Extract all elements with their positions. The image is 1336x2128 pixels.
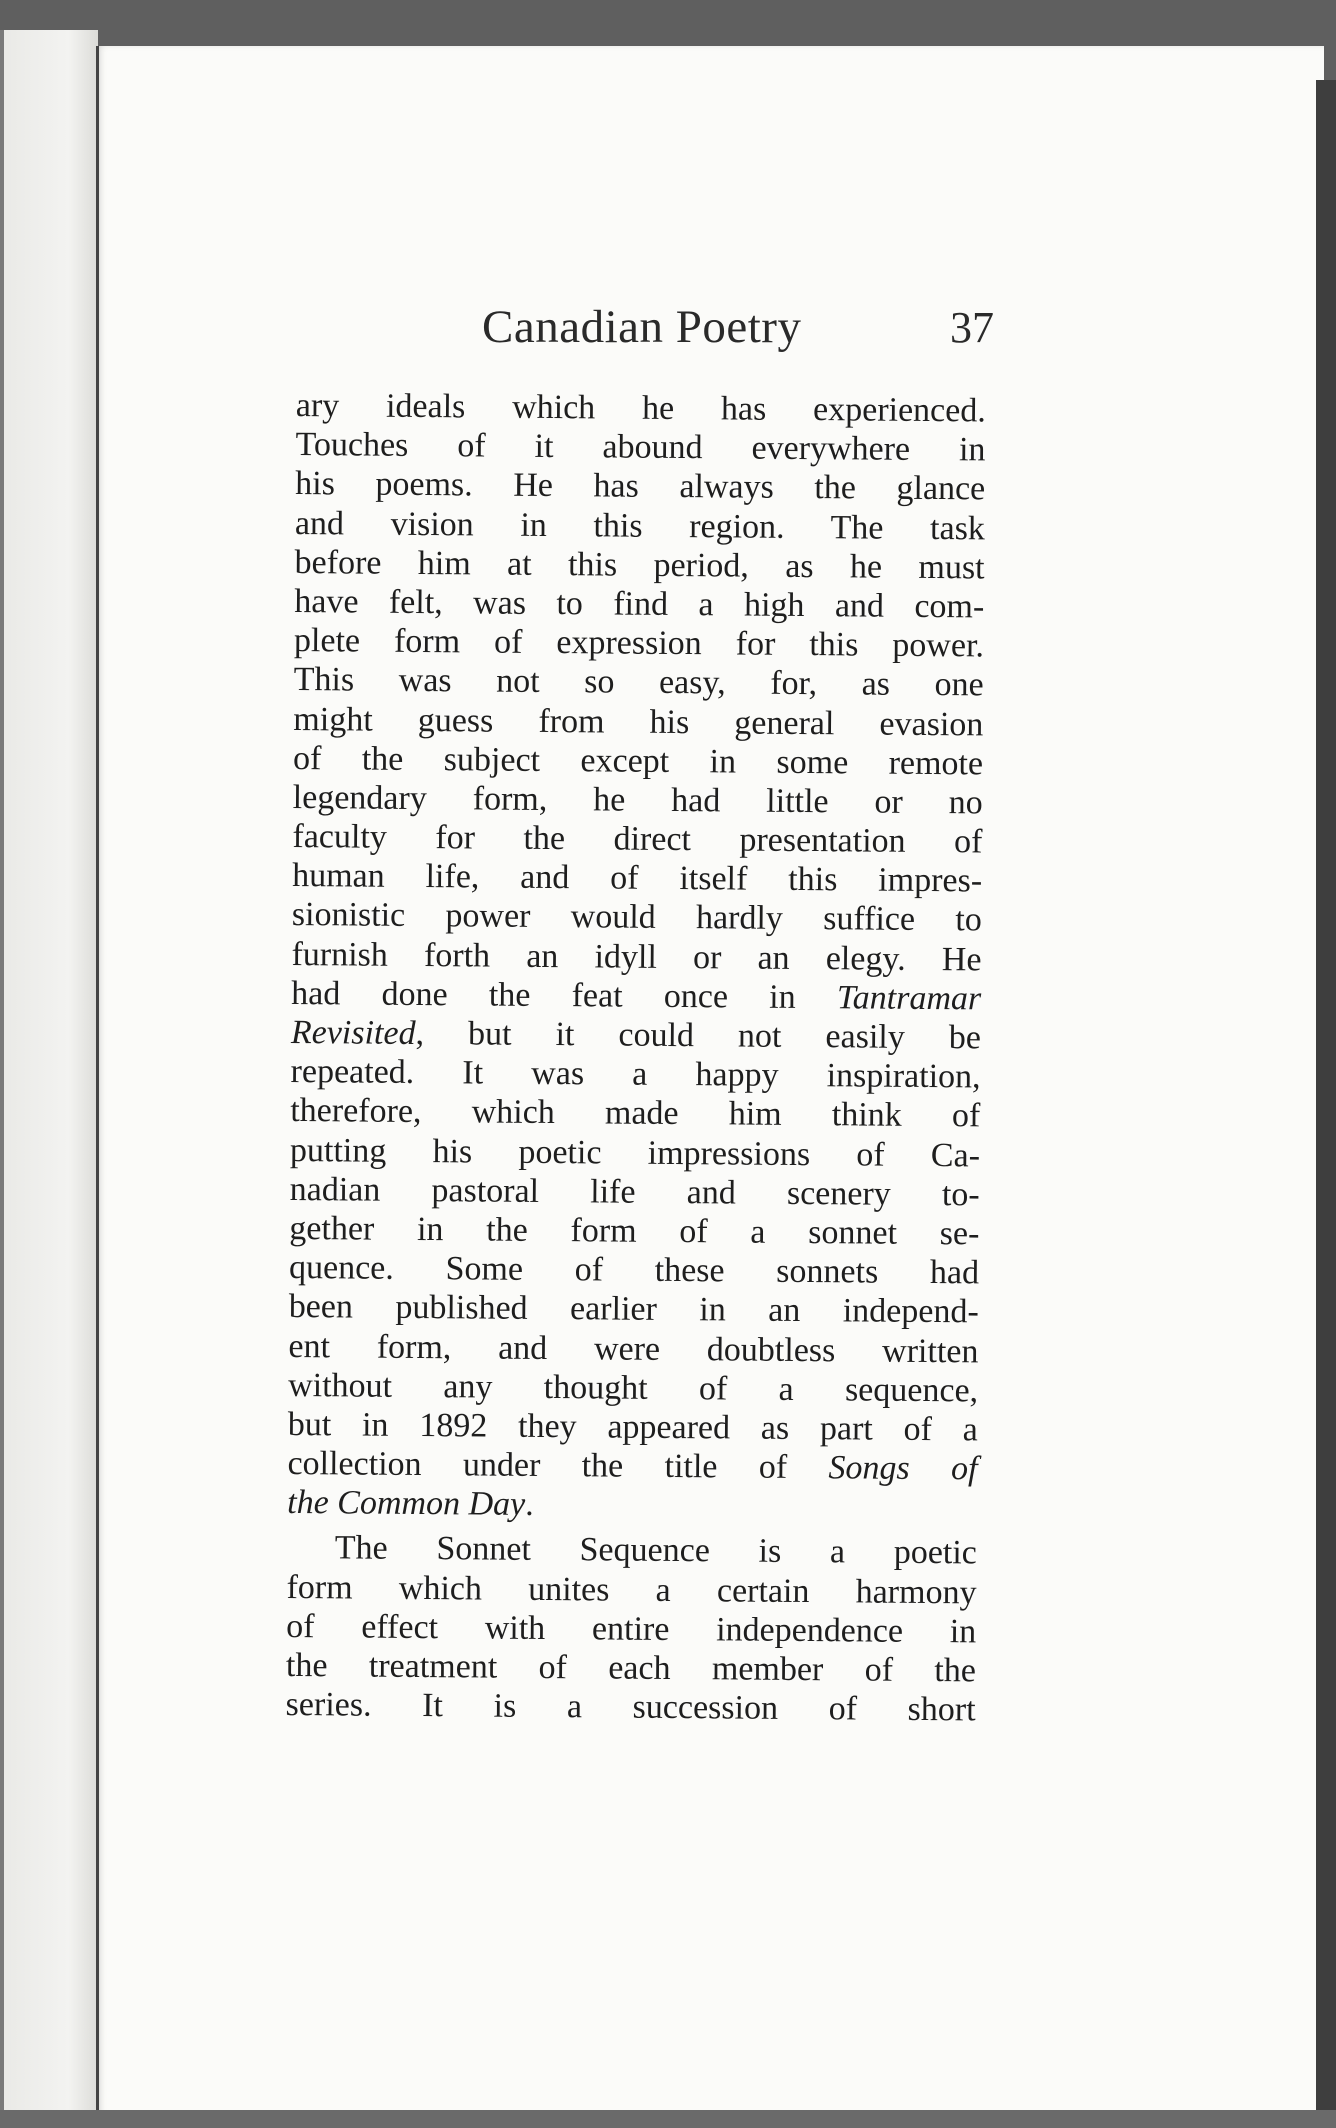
facing-page-edge xyxy=(0,30,98,2128)
running-title: Canadian Poetry xyxy=(482,301,802,353)
body-text xyxy=(285,386,985,1730)
text-line: faculty for the direct presentation of xyxy=(292,818,983,861)
text-line: repeated. It was a happy inspiration, xyxy=(290,1053,981,1096)
text-line: of effect with entire independence in xyxy=(286,1607,977,1651)
text-line: of the subject except in some remote xyxy=(292,739,984,783)
text-line: legendary form, he had little or no xyxy=(292,778,983,822)
text-line: might guess from his general evasion xyxy=(293,700,984,743)
text-line: ary ideals which he has experienced. xyxy=(295,386,986,430)
italic-title: the Common Day xyxy=(287,1484,526,1524)
text-line: plete form of expression for this power. xyxy=(293,622,985,665)
text-line: ent form, and were doubtless written xyxy=(288,1327,979,1370)
text-line: nadian pastoral life and scenery to- xyxy=(289,1170,980,1214)
text-line: series. It is a succession of short xyxy=(285,1686,976,1729)
text-line: his poems. He has always the glance xyxy=(295,465,986,508)
text-line: and vision in this region. The task xyxy=(294,504,986,547)
text-line: The Sonnet Sequence is a poetic xyxy=(334,1529,977,1572)
text-line: furnish forth an idyll or an elegy. He xyxy=(291,935,982,979)
book-edge-bottom xyxy=(0,2110,1336,2128)
text-line: gether in the form of a sonnet se- xyxy=(289,1209,980,1253)
italic-title: Songs of xyxy=(828,1449,978,1488)
book-edge-right xyxy=(1316,80,1336,2128)
text-line: putting his poetic impressions of Ca- xyxy=(289,1131,981,1174)
text-line: have felt, was to find a high and com- xyxy=(294,582,985,626)
text-line: therefore, which made him think of xyxy=(290,1092,981,1135)
text-line: been published earlier in an independ- xyxy=(288,1288,979,1331)
paragraph xyxy=(285,1528,977,1729)
text-line: collection under the title of Songs of xyxy=(287,1445,978,1488)
text-line: quence. Some of these sonnets had xyxy=(288,1249,980,1292)
page-gutter xyxy=(96,46,99,2128)
text-line: form which unites a certain harmony xyxy=(286,1568,977,1612)
running-head xyxy=(482,300,1000,370)
text-line: the treatment of each member of the xyxy=(285,1646,977,1690)
text-line: without any thought of a sequence, xyxy=(288,1366,979,1410)
italic-title: Tantramar xyxy=(836,979,982,1018)
text-line: This was not so easy, for, as one xyxy=(293,661,984,704)
text-line: before him at this period, as he must xyxy=(294,543,985,587)
page-number: 37 xyxy=(950,303,994,352)
text-line: but in 1892 they appeared as part of a xyxy=(287,1405,978,1449)
text-line: Touches of it abound everywhere in xyxy=(295,426,986,469)
book-edge-left xyxy=(0,30,4,2128)
paragraph xyxy=(287,386,986,1528)
text-line: had done the feat once in Tantramar xyxy=(291,974,982,1018)
text-line: human life, and of itself this impres- xyxy=(292,857,983,900)
text-line: the Common Day. xyxy=(287,1484,534,1524)
italic-title: Revisited xyxy=(290,1013,416,1052)
text-line: Revisited, but it could not easily be xyxy=(290,1013,982,1057)
text-line: sionistic power would hardly suffice to xyxy=(291,896,982,939)
